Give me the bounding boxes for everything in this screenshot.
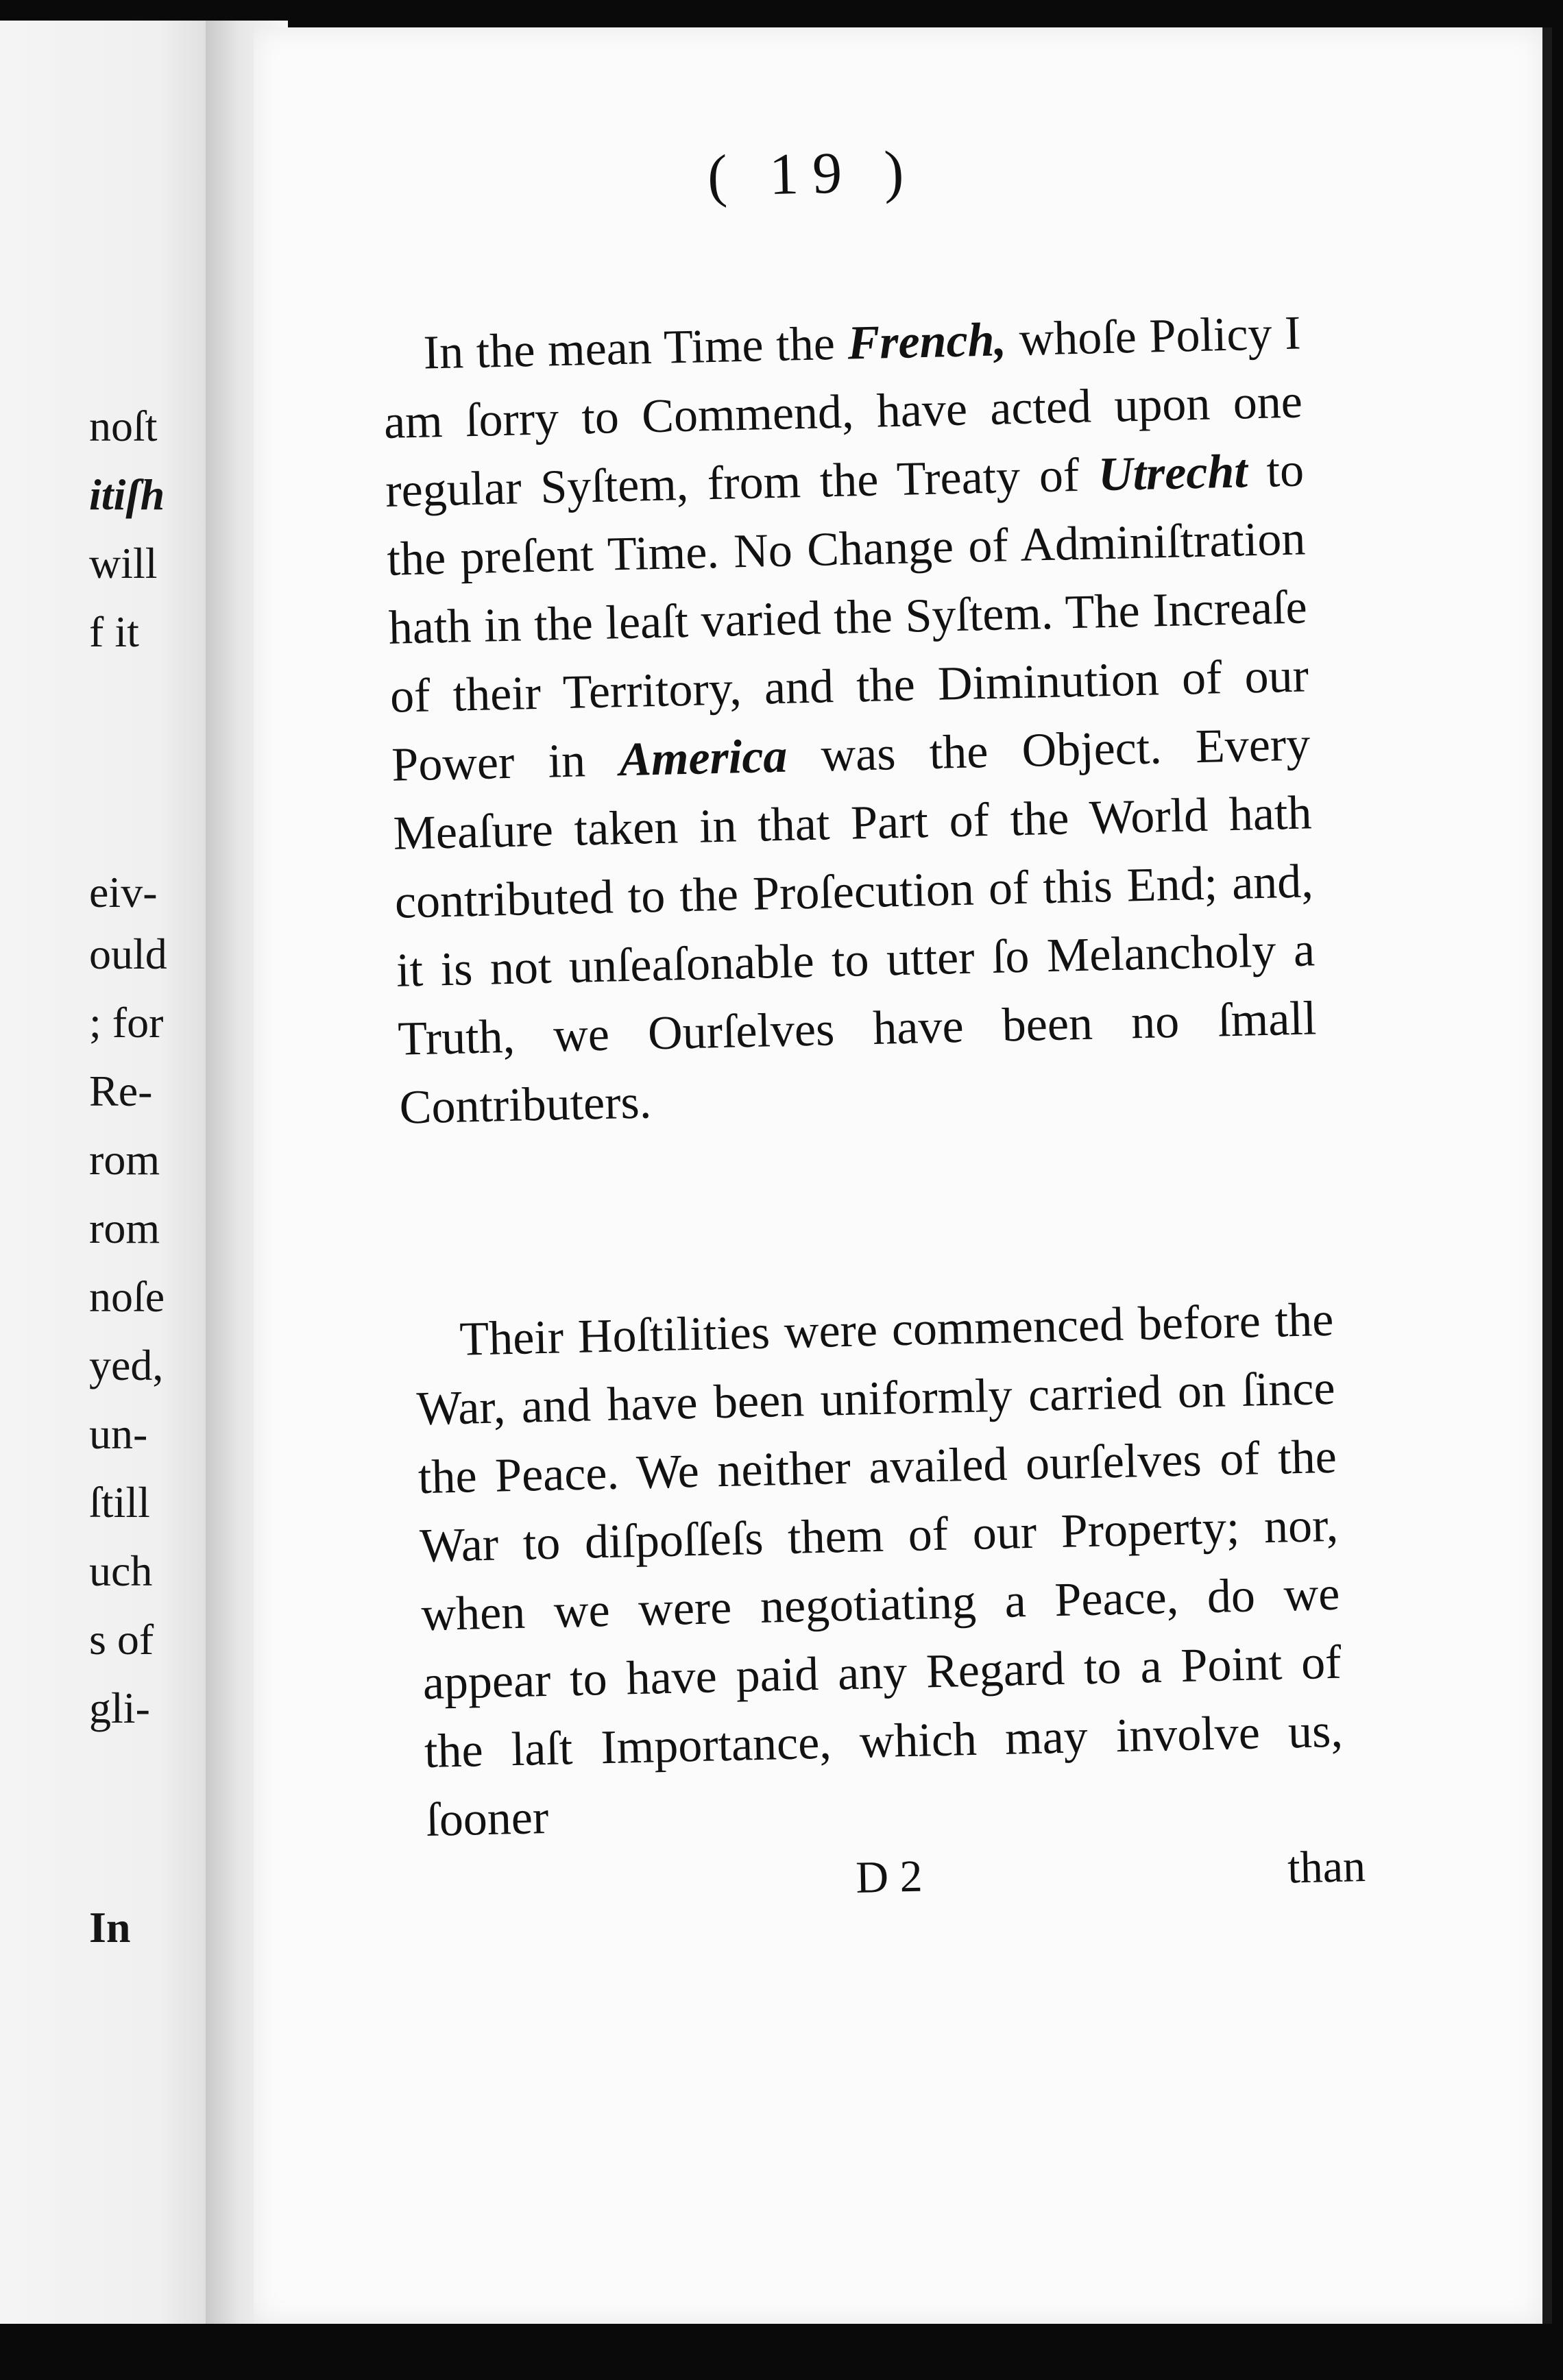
paragraph-text: to the preſent Time. No Change of Adminiſtration hath in the leaſt varied the Syſtem. The Increaſe of their Territory, and the Diminution of our Power in	[386, 444, 1309, 792]
catchword: than	[1287, 1841, 1366, 1893]
page-number: ( 19 )	[706, 138, 919, 209]
left-line: un-	[89, 1409, 148, 1458]
left-line: eiv-	[89, 868, 158, 916]
left-line: yed,	[89, 1341, 164, 1389]
left-line: Re-	[89, 1067, 153, 1115]
left-line: ould	[89, 930, 167, 978]
left-line: gli-	[89, 1684, 150, 1732]
left-line: f it	[89, 607, 139, 656]
left-line: itiſh	[89, 470, 165, 519]
left-line: ; for	[89, 998, 164, 1047]
left-catchword: In	[89, 1903, 131, 1952]
italic-word: Utrecht	[1098, 445, 1248, 502]
left-line: rom	[89, 1204, 160, 1252]
left-line: uch	[89, 1546, 153, 1595]
signature-mark: D 2	[855, 1851, 923, 1903]
paragraph-2: Their Hoſtilities were commenced before the War, and have been uniformly carried on ſince the Peace. We neither availed ourſelves of the War to diſpoſſeſs them of our Property; nor, when we were negotiating a Peace, do we appear to have paid any Regard to a Point of the laſt Importance, which may involve us, ſooner	[415, 1293, 1344, 1847]
left-line: rom	[89, 1135, 160, 1184]
left-line: noſt	[89, 402, 158, 450]
italic-word: French,	[847, 313, 1007, 370]
left-line: ſtill	[89, 1478, 150, 1527]
paragraph-text: was the Object. Every Meaſure taken in that Part of the World hath contributed to the Proſecution of this End; and, it is not unſeaſonable to utter ſo Melancholy a Truth, we Ourſelves have been no ſmall Contributers.	[392, 718, 1318, 1134]
paragraph-1	[382, 300, 1319, 1143]
right-page	[254, 27, 1552, 2324]
paragraph-text: whoſe Policy I am ſorry to Commend, have acted upon one regular Syſtem, from the Treaty of	[383, 306, 1303, 518]
page-content	[238, 13, 1563, 2338]
italic-word: America	[618, 729, 788, 787]
paragraph-text: In the mean Time the	[422, 317, 849, 380]
left-line: s of	[89, 1615, 154, 1664]
left-line: noſe	[89, 1272, 165, 1321]
left-page-fragment	[0, 21, 226, 2324]
left-line: will	[89, 539, 158, 587]
